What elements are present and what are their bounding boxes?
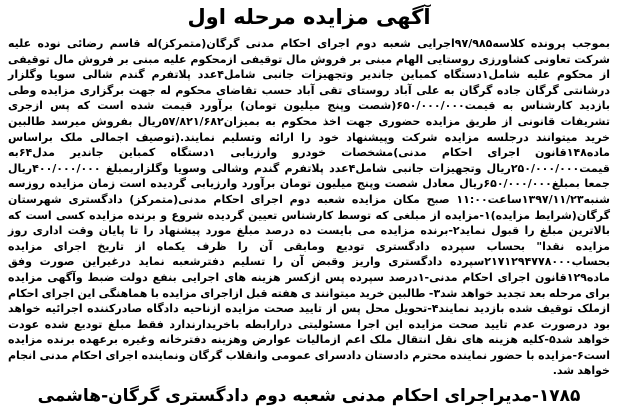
- notice-signature: ۱۷۸۵-مدیراجرای احکام مدنی شعبه دوم دادگستری گرگان-هاشمی: [37, 386, 581, 406]
- notice-body: بموجب پرونده کلاسه۹۷/۹۸۵اجرایی شعبه دوم اجرای احکام مدنی گرگان(متمرکز)له قاسم رضائی نوده علیه شرکت تعاونی کشاورزی روستایی الهام مبنی بر فروش مال توقیفی ازمحکوم علیه مبنی بر فروش مال توقیفی از محکوم علیه شامل۱دستگاه کمباین جاندیر وتجهیزات جانبی شامل۴عدد پلاتفرم گندم شالی سویا وگلزار درشانتی گرگان جاده گرگان به علی آباد روستای تقی آباد حسب تقاضای محکوم له جهت برگزاری مزایده وطی بازدید کارشناس به قیمت۶۵۰/۰۰۰/۰۰۰(شصت وپنج میلیون تومان) برآورد قیمت شده است که پس ازجری تشریفات قانونی از طریق مزایده حضوری جهت اخذ محکوم به بمیزان۵۷/۸۲۱/۶۸۲ریال بفروش میرسد طالبین خرید میتوانند درجلسه مزایده شرکت وپیشنهاد خود را ارائه وتسلیم نمایند.(توصیف اجمالی ملک براساس ماده۱۴۸قانون اجرای احکام مدنی)مشخصات خودرو وارزیابی ۱دستگاه کمباین جاندیر مدل۶۴به قیمت۲۵۰/۰۰۰/۰۰۰ریال وتجهیزات جانبی شامل۴عدد پلاتفرم گندم وشالی وسویا وگلزاربمبلغ ۴۰۰/۰۰۰/۰۰۰ریال جمعا بمبلغ۶۵۰/۰۰۰/۰۰۰ریال معادل شصت وپنج میلیون تومان برآورد وارزیابی گردیده است زمان مزایده روزسه شنبه۱۳۹۷/۱۱/۲۳ساعت۱۱:۰۰ صبح مکان مزایده شعبه دوم اجرای احکام مدنی(متمرکز) دادگستری شهرستان گرگان(شرایط مزایده)۱-مزایده از مبلغی که توسط کارشناس تعیین گردیده شروع و برنده مزایده کسی است که بالاترین مبلغ را قبول نماید۲-برنده مزایده می بایست ده درصد مبلغ مورد پیشنهاد را تا پایان وقت اداری روز مزایده نقدا" بحساب سپرده دادگستری تودیع ومابقی آن را ظرف یکماه از تاریخ اجرای مزایده بحساب۲۱۷۱۲۹۴۷۷۸۰۰۰سپرده دادگستری واریز وقبض آن را تسلیم دفترشعبه نماید درغیراین صورت وفق ماده۱۲۹قانون اجرای احکام مدنی-۱درصد سپرده پس ازکسر هزینه های اجرایی بنفع دولت ضبط وآگهی مزایده برای مرحله بعد تجدید خواهد شد۳- طالبین خرید میتوانند ی هفته قبل ازاجرای مزایده با هماهنگی این اجرای احکام ازملک توقیف شده بازدید نمایند۴-تحویل محل پس از تایید صحت مزایده ازناحیه دادگاه صادرکننده اجرائیه خواهد بود درصورت عدم تایید صحت مزایده این اجرا مسئولیتی درارابطه باخریدارندارد فقط مبلغ تودیع شده عودت خواهد شد۵-کلیه هزینه های نقل انتقال ملک اعم ازمالیات عوارض وهزینه دفترخانه وغیره برعهده برنده مزایده است۶-مزایده با حضور نماینده محترم دادستان دادسرای عمومی وانقلاب گرگان ونماینده اجرای احکام مدنی انجام خواهد شد.: [8, 37, 611, 378]
- notice-title: آگهی مزایده مرحله اول: [187, 5, 431, 29]
